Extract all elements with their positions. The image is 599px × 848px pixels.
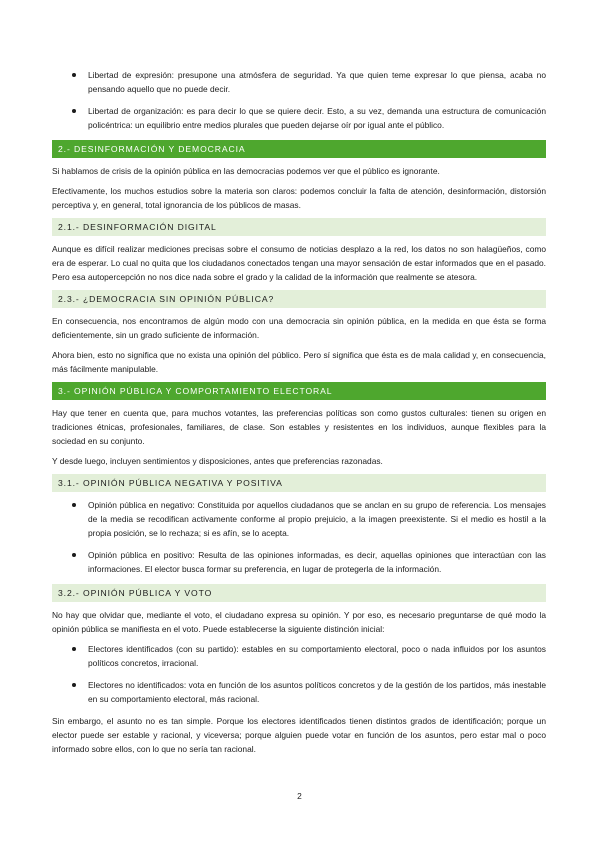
bullet-icon	[72, 647, 76, 651]
list-item-text: Opinión pública en negativo: Constituida por aquellos ciudadanos que se anclan en su grupo de referencia. Los mensajes de la media se recodifican activamente conforme al propio prejuicio, a la imagen preexistente. Si el medio es hostil a la propia posición, se lo rechaza; si es afín, se lo acepta.	[88, 500, 546, 538]
paragraph: Aunque es difícil realizar mediciones precisas sobre el consumo de noticias desplazo a la red, los datos no son halagüeños, como era de esperar. Lo cual no quita que los ciudadanos conectados tengan una mayor sensación de estar informados que en el pasado. Pero esa autopercepción no nos dice nada sobre el grado y la calidad de la información que realmente se atesora.	[52, 244, 546, 282]
paragraph: Sin embargo, el asunto no es tan simple. Porque los electores identificados tienen distintos grados de identificación; porque un elector puede ser estable y racional, y viceversa; porque alguien puede votar en función de los asuntos, pero estar mal o poco informado sobre ellos, con lo que no sería tan racional.	[52, 716, 546, 754]
list-item	[52, 642, 546, 670]
bullet-icon	[72, 109, 76, 113]
list-item	[52, 678, 546, 706]
subsection-heading: 2.3.- ¿DEMOCRACIA SIN OPINIÓN PÚBLICA?	[52, 290, 546, 308]
list-item-text: Libertad de organización: es para decir lo que se quiere decir. Esto, a su vez, demanda una estructura de comunicación policéntrica: un equilibrio entre medios plurales que pueden dejarse oír por igual ante el público.	[88, 106, 546, 130]
paragraph: Hay que tener en cuenta que, para muchos votantes, las preferencias políticas son como gustos culturales: tienen su origen en tradiciones étnicas, profesionales, familiares, de clase. Son estables y resistentes en los individuos, aunque flexibles para la sociedad en su conjunto.	[52, 408, 546, 446]
opinion-types-list	[52, 498, 546, 576]
paragraph: En consecuencia, nos encontramos de algún modo con una democracia sin opinión pública, en la medida en que ésta se forma deficientemente, sin un grado suficiente de información.	[52, 316, 546, 340]
section-heading: 2.- DESINFORMACIÓN Y DEMOCRACIA	[52, 140, 546, 158]
subsection-heading: 3.2.- OPINIÓN PÚBLICA Y VOTO	[52, 584, 546, 602]
paragraph: Si hablamos de crisis de la opinión pública en las democracias podemos ver que el público es ignorante.	[52, 166, 440, 176]
subsection-heading: 3.1.- OPINIÓN PÚBLICA NEGATIVA Y POSITIVA	[52, 474, 546, 492]
bullet-icon	[72, 73, 76, 77]
freedoms-list	[52, 68, 546, 132]
paragraph: Y desde luego, incluyen sentimientos y disposiciones, antes que preferencias razonadas.	[52, 456, 383, 466]
paragraph: Ahora bien, esto no significa que no exista una opinión del público. Pero sí significa que ésta es de mala calidad y, en consecuencia, más fácilmente manipulable.	[52, 350, 546, 374]
bullet-icon	[72, 683, 76, 687]
list-item	[52, 548, 546, 576]
list-item-text: Electores identificados (con su partido): estables en su comportamiento electoral, poco o nada influidos por los asuntos políticos concretos, irracional.	[88, 644, 546, 668]
bullet-icon	[72, 553, 76, 557]
list-item	[52, 498, 546, 540]
paragraph: No hay que olvidar que, mediante el voto, el ciudadano expresa su opinión. Y por eso, es necesario preguntarse de qué modo la opinión pública se manifiesta en el voto. Puede establecerse la siguiente distinción inicial:	[52, 610, 546, 634]
list-item-text: Libertad de expresión: presupone una atmósfera de seguridad. Ya que quien teme expresar lo que piensa, acaba no pensando aquello que no puede decir.	[88, 70, 546, 94]
list-item-text: Opinión pública en positivo: Resulta de las opiniones informadas, es decir, aquellas opiniones que interactúan con las informaciones. El elector busca formar su preferencia, en lugar de protegerla de la información.	[88, 550, 546, 574]
voter-types-list	[52, 642, 546, 706]
bullet-icon	[72, 503, 76, 507]
list-item	[52, 68, 546, 96]
paragraph: Efectivamente, los muchos estudios sobre la materia son claros: podemos concluir la falta de atención, desinformación, distorsión perceptiva y, en general, total ignorancia de los públicos de masas.	[52, 186, 546, 210]
subsection-heading: 2.1.- DESINFORMACIÓN DIGITAL	[52, 218, 546, 236]
list-item-text: Electores no identificados: vota en función de los asuntos políticos concretos y de la gestión de los partidos, más inestable en su comportamiento electoral, más racional.	[88, 680, 546, 704]
section-heading: 3.- OPINIÓN PÚBLICA Y COMPORTAMIENTO ELECTORAL	[52, 382, 546, 400]
page-content	[52, 68, 546, 762]
page-number: 2	[297, 791, 302, 801]
list-item	[52, 104, 546, 132]
